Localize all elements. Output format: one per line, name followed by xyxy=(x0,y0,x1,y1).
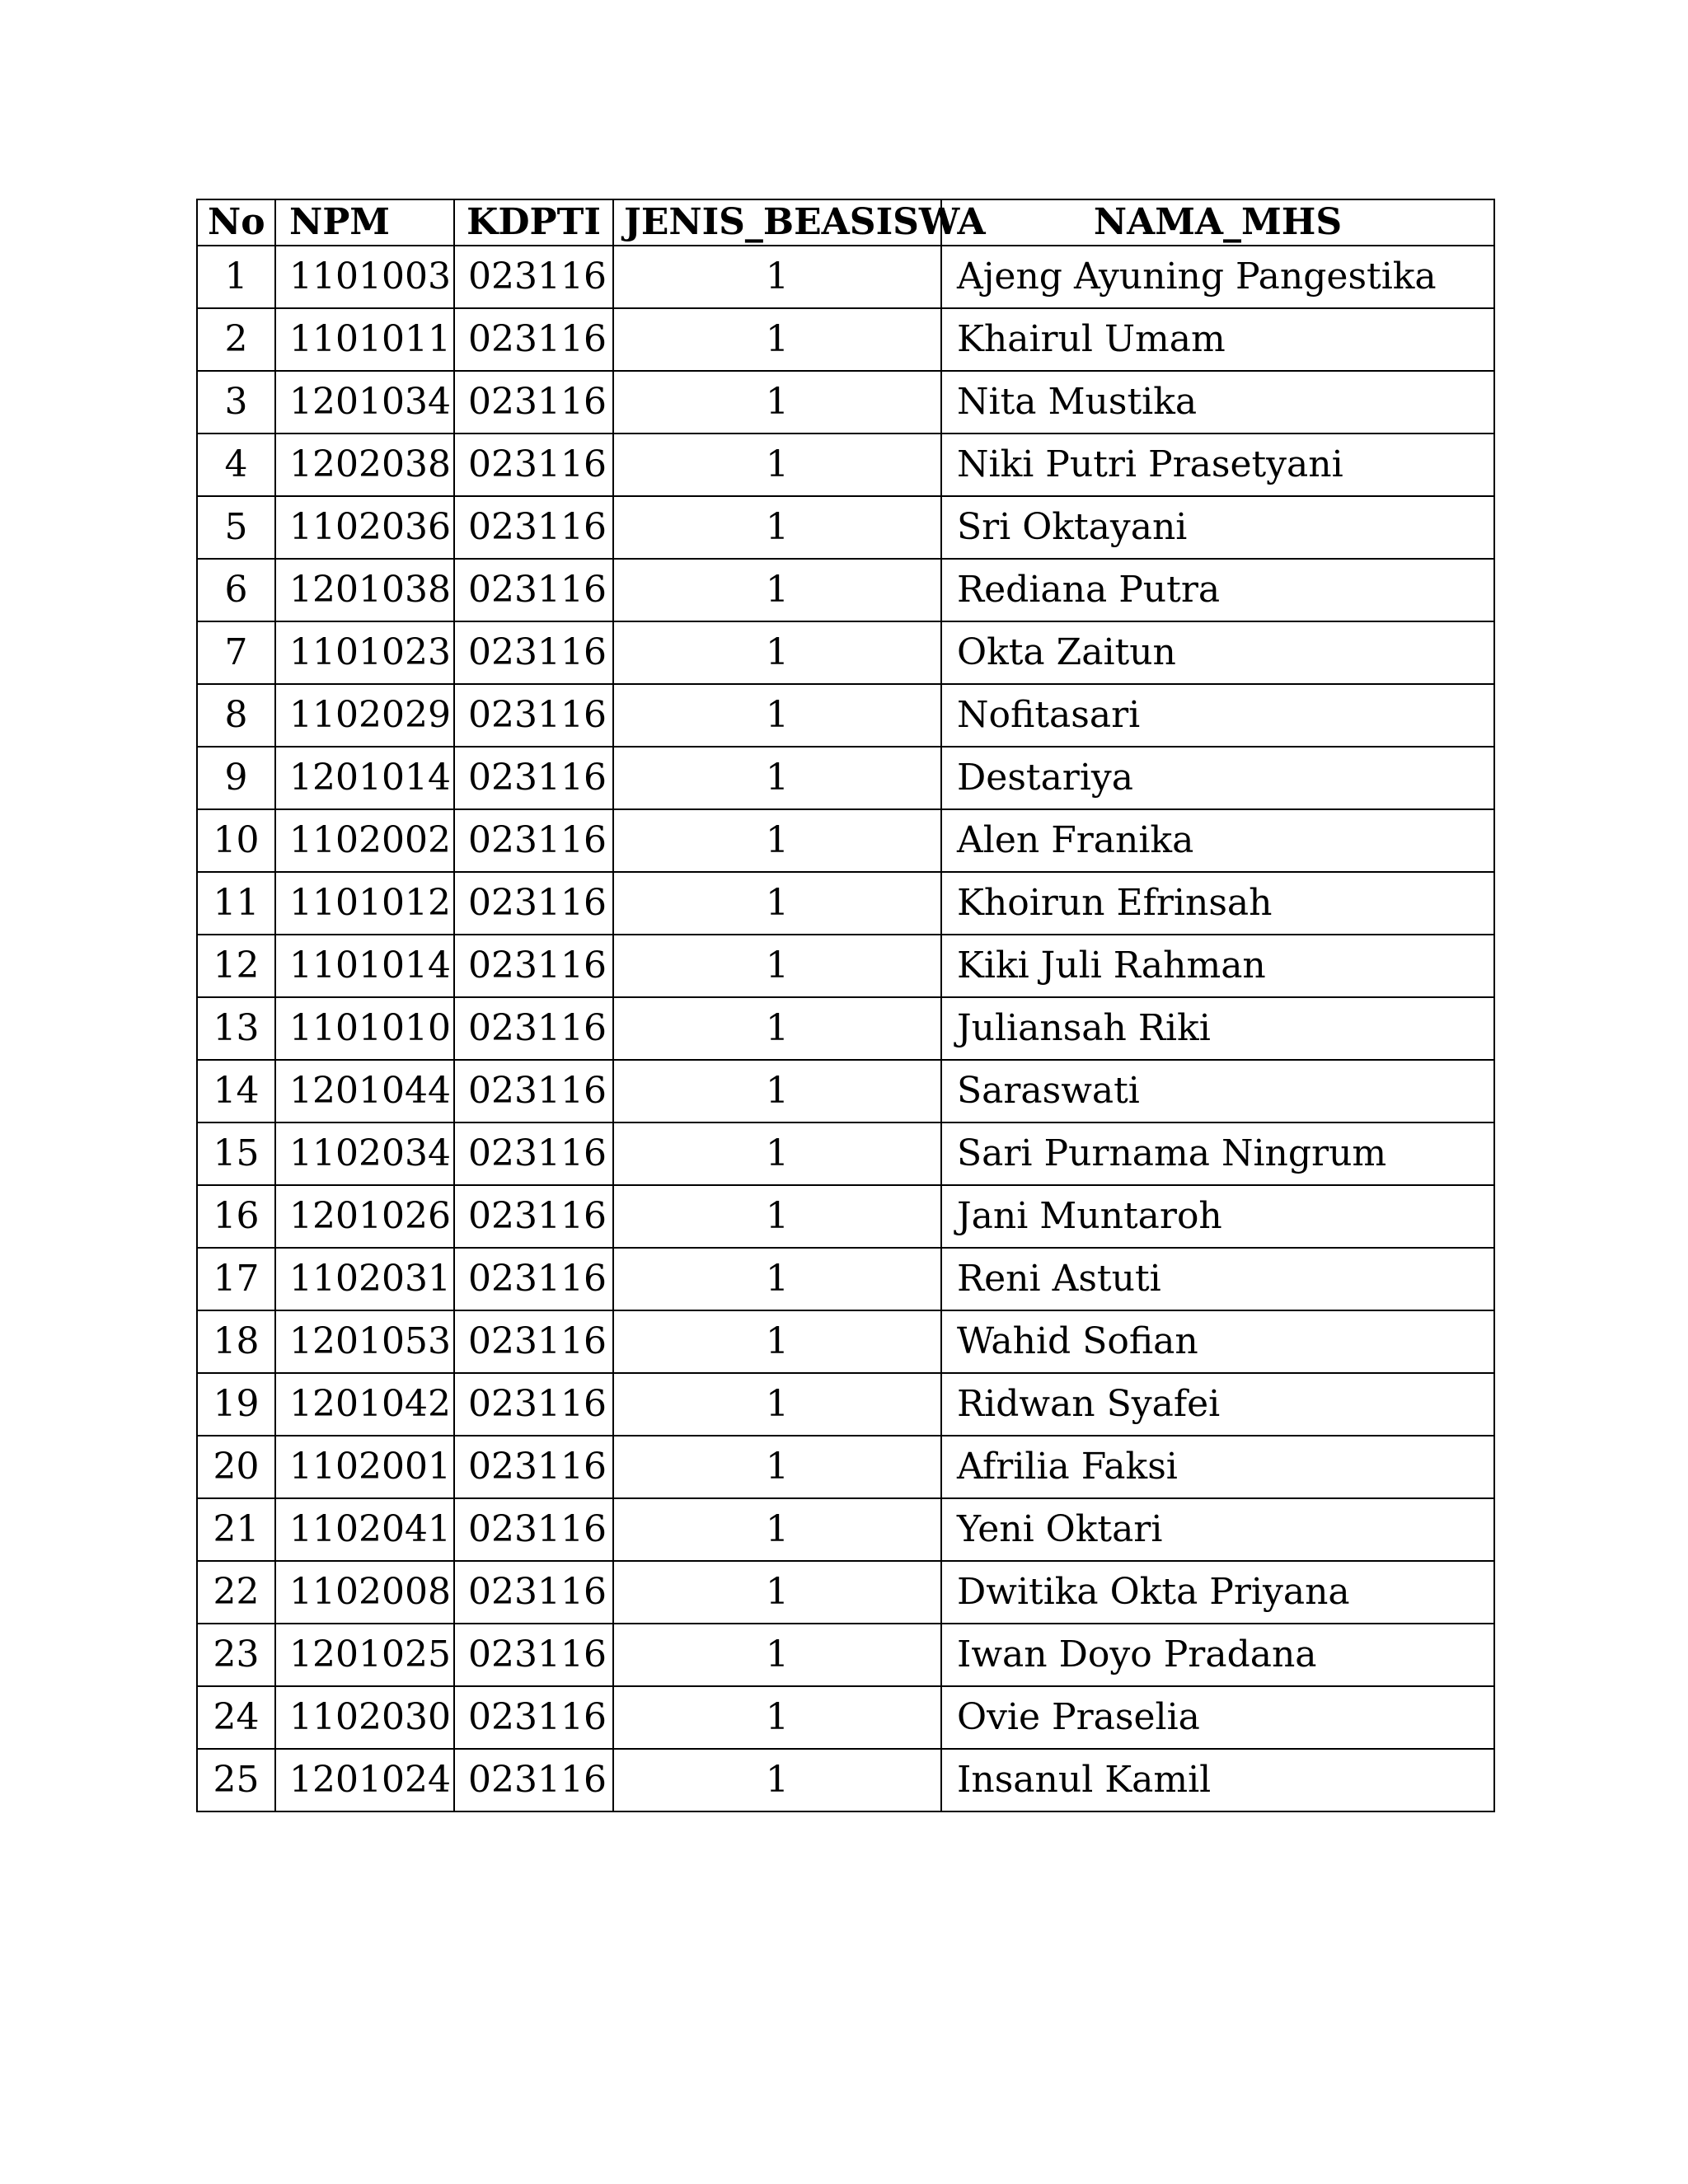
cell-jenis-beasiswa: 1 xyxy=(613,872,941,935)
cell-jenis-beasiswa: 1 xyxy=(613,1060,941,1122)
cell-kdpti: 023116 xyxy=(454,1185,613,1248)
cell-no: 10 xyxy=(197,809,275,872)
cell-jenis-beasiswa: 1 xyxy=(613,621,941,684)
cell-npm: 1201042 xyxy=(275,1373,454,1436)
cell-nama-mhs: Afrilia Faksi xyxy=(941,1436,1494,1498)
cell-jenis-beasiswa: 1 xyxy=(613,809,941,872)
cell-nama-mhs: Saraswati xyxy=(941,1060,1494,1122)
cell-jenis-beasiswa: 1 xyxy=(613,747,941,809)
cell-kdpti: 023116 xyxy=(454,1436,613,1498)
cell-kdpti: 023116 xyxy=(454,1498,613,1561)
cell-no: 3 xyxy=(197,371,275,434)
table-row xyxy=(197,1373,1494,1436)
cell-nama-mhs: Alen Franika xyxy=(941,809,1494,872)
cell-npm: 1101023 xyxy=(275,621,454,684)
cell-nama-mhs: Nofitasari xyxy=(941,684,1494,747)
table-row xyxy=(197,496,1494,559)
cell-jenis-beasiswa: 1 xyxy=(613,1185,941,1248)
table-row xyxy=(197,935,1494,997)
table-row xyxy=(197,684,1494,747)
cell-nama-mhs: Rediana Putra xyxy=(941,559,1494,621)
cell-no: 7 xyxy=(197,621,275,684)
cell-kdpti: 023116 xyxy=(454,997,613,1060)
table-row xyxy=(197,434,1494,496)
cell-jenis-beasiswa: 1 xyxy=(613,434,941,496)
cell-npm: 1202038 xyxy=(275,434,454,496)
cell-npm: 1201038 xyxy=(275,559,454,621)
cell-npm: 1102008 xyxy=(275,1561,454,1624)
cell-kdpti: 023116 xyxy=(454,621,613,684)
cell-kdpti: 023116 xyxy=(454,246,613,308)
table-row xyxy=(197,1122,1494,1185)
cell-kdpti: 023116 xyxy=(454,496,613,559)
cell-no: 23 xyxy=(197,1624,275,1686)
cell-npm: 1102041 xyxy=(275,1498,454,1561)
table-row xyxy=(197,1060,1494,1122)
cell-jenis-beasiswa: 1 xyxy=(613,935,941,997)
cell-no: 1 xyxy=(197,246,275,308)
cell-npm: 1201044 xyxy=(275,1060,454,1122)
header-nama-mhs: NAMA_MHS xyxy=(941,199,1494,246)
cell-kdpti: 023116 xyxy=(454,371,613,434)
cell-kdpti: 023116 xyxy=(454,935,613,997)
cell-no: 13 xyxy=(197,997,275,1060)
cell-jenis-beasiswa: 1 xyxy=(613,246,941,308)
cell-nama-mhs: Sari Purnama Ningrum xyxy=(941,1122,1494,1185)
cell-kdpti: 023116 xyxy=(454,1749,613,1811)
cell-nama-mhs: Insanul Kamil xyxy=(941,1749,1494,1811)
cell-npm: 1101014 xyxy=(275,935,454,997)
cell-no: 16 xyxy=(197,1185,275,1248)
table-row xyxy=(197,1749,1494,1811)
cell-jenis-beasiswa: 1 xyxy=(613,1498,941,1561)
cell-nama-mhs: Nita Mustika xyxy=(941,371,1494,434)
table-row xyxy=(197,1561,1494,1624)
cell-npm: 1201014 xyxy=(275,747,454,809)
cell-no: 22 xyxy=(197,1561,275,1624)
cell-npm: 1102031 xyxy=(275,1248,454,1310)
table-row xyxy=(197,1686,1494,1749)
cell-npm: 1201025 xyxy=(275,1624,454,1686)
cell-jenis-beasiswa: 1 xyxy=(613,997,941,1060)
cell-no: 15 xyxy=(197,1122,275,1185)
table-row xyxy=(197,1310,1494,1373)
cell-npm: 1102001 xyxy=(275,1436,454,1498)
cell-nama-mhs: Wahid Sofian xyxy=(941,1310,1494,1373)
table-row xyxy=(197,1185,1494,1248)
header-row xyxy=(197,199,1494,246)
header-npm: NPM xyxy=(275,199,454,246)
cell-no: 25 xyxy=(197,1749,275,1811)
cell-npm: 1201053 xyxy=(275,1310,454,1373)
cell-kdpti: 023116 xyxy=(454,1122,613,1185)
table-row xyxy=(197,308,1494,371)
header-kdpti: KDPTI xyxy=(454,199,613,246)
cell-npm: 1101010 xyxy=(275,997,454,1060)
cell-kdpti: 023116 xyxy=(454,1060,613,1122)
cell-kdpti: 023116 xyxy=(454,434,613,496)
cell-npm: 1102034 xyxy=(275,1122,454,1185)
table-header xyxy=(197,199,1494,246)
cell-npm: 1102002 xyxy=(275,809,454,872)
cell-no: 8 xyxy=(197,684,275,747)
cell-jenis-beasiswa: 1 xyxy=(613,1310,941,1373)
cell-no: 19 xyxy=(197,1373,275,1436)
cell-jenis-beasiswa: 1 xyxy=(613,559,941,621)
cell-npm: 1101003 xyxy=(275,246,454,308)
cell-nama-mhs: Yeni Oktari xyxy=(941,1498,1494,1561)
cell-no: 6 xyxy=(197,559,275,621)
cell-no: 2 xyxy=(197,308,275,371)
cell-jenis-beasiswa: 1 xyxy=(613,684,941,747)
cell-kdpti: 023116 xyxy=(454,872,613,935)
cell-kdpti: 023116 xyxy=(454,1248,613,1310)
cell-kdpti: 023116 xyxy=(454,1561,613,1624)
cell-npm: 1201026 xyxy=(275,1185,454,1248)
cell-jenis-beasiswa: 1 xyxy=(613,1122,941,1185)
cell-kdpti: 023116 xyxy=(454,1686,613,1749)
cell-no: 18 xyxy=(197,1310,275,1373)
cell-no: 17 xyxy=(197,1248,275,1310)
cell-kdpti: 023116 xyxy=(454,747,613,809)
cell-nama-mhs: Khairul Umam xyxy=(941,308,1494,371)
table-row xyxy=(197,1248,1494,1310)
cell-npm: 1101012 xyxy=(275,872,454,935)
cell-jenis-beasiswa: 1 xyxy=(613,1248,941,1310)
table-row xyxy=(197,747,1494,809)
cell-npm: 1201024 xyxy=(275,1749,454,1811)
header-jenis-beasiswa: JENIS_BEASISWA xyxy=(613,199,941,246)
cell-nama-mhs: Ajeng Ayuning Pangestika xyxy=(941,246,1494,308)
cell-nama-mhs: Khoirun Efrinsah xyxy=(941,872,1494,935)
cell-no: 4 xyxy=(197,434,275,496)
cell-nama-mhs: Dwitika Okta Priyana xyxy=(941,1561,1494,1624)
cell-nama-mhs: Reni Astuti xyxy=(941,1248,1494,1310)
cell-nama-mhs: Juliansah Riki xyxy=(941,997,1494,1060)
table-row xyxy=(197,1436,1494,1498)
cell-jenis-beasiswa: 1 xyxy=(613,1749,941,1811)
cell-no: 20 xyxy=(197,1436,275,1498)
table-row xyxy=(197,809,1494,872)
table-row xyxy=(197,621,1494,684)
cell-kdpti: 023116 xyxy=(454,684,613,747)
cell-kdpti: 023116 xyxy=(454,308,613,371)
cell-jenis-beasiswa: 1 xyxy=(613,1561,941,1624)
cell-jenis-beasiswa: 1 xyxy=(613,496,941,559)
cell-kdpti: 023116 xyxy=(454,809,613,872)
cell-no: 9 xyxy=(197,747,275,809)
cell-nama-mhs: Ridwan Syafei xyxy=(941,1373,1494,1436)
cell-npm: 1201034 xyxy=(275,371,454,434)
header-no: No xyxy=(197,199,275,246)
cell-no: 14 xyxy=(197,1060,275,1122)
table-row xyxy=(197,1498,1494,1561)
table-row xyxy=(197,246,1494,308)
cell-no: 12 xyxy=(197,935,275,997)
cell-nama-mhs: Destariya xyxy=(941,747,1494,809)
cell-kdpti: 023116 xyxy=(454,559,613,621)
cell-npm: 1102030 xyxy=(275,1686,454,1749)
scholarship-table xyxy=(196,199,1495,1812)
cell-nama-mhs: Sri Oktayani xyxy=(941,496,1494,559)
table-row xyxy=(197,997,1494,1060)
cell-nama-mhs: Kiki Juli Rahman xyxy=(941,935,1494,997)
cell-nama-mhs: Ovie Praselia xyxy=(941,1686,1494,1749)
cell-kdpti: 023116 xyxy=(454,1373,613,1436)
cell-jenis-beasiswa: 1 xyxy=(613,1624,941,1686)
cell-jenis-beasiswa: 1 xyxy=(613,371,941,434)
cell-npm: 1101011 xyxy=(275,308,454,371)
cell-no: 11 xyxy=(197,872,275,935)
cell-nama-mhs: Niki Putri Prasetyani xyxy=(941,434,1494,496)
cell-kdpti: 023116 xyxy=(454,1624,613,1686)
cell-jenis-beasiswa: 1 xyxy=(613,1436,941,1498)
cell-no: 24 xyxy=(197,1686,275,1749)
cell-npm: 1102036 xyxy=(275,496,454,559)
cell-jenis-beasiswa: 1 xyxy=(613,1373,941,1436)
cell-nama-mhs: Okta Zaitun xyxy=(941,621,1494,684)
table-row xyxy=(197,371,1494,434)
table-body xyxy=(197,246,1494,1811)
cell-jenis-beasiswa: 1 xyxy=(613,1686,941,1749)
table-row xyxy=(197,872,1494,935)
cell-nama-mhs: Iwan Doyo Pradana xyxy=(941,1624,1494,1686)
cell-npm: 1102029 xyxy=(275,684,454,747)
cell-no: 5 xyxy=(197,496,275,559)
cell-nama-mhs: Jani Muntaroh xyxy=(941,1185,1494,1248)
cell-kdpti: 023116 xyxy=(454,1310,613,1373)
table-row xyxy=(197,559,1494,621)
table-row xyxy=(197,1624,1494,1686)
cell-jenis-beasiswa: 1 xyxy=(613,308,941,371)
cell-no: 21 xyxy=(197,1498,275,1561)
